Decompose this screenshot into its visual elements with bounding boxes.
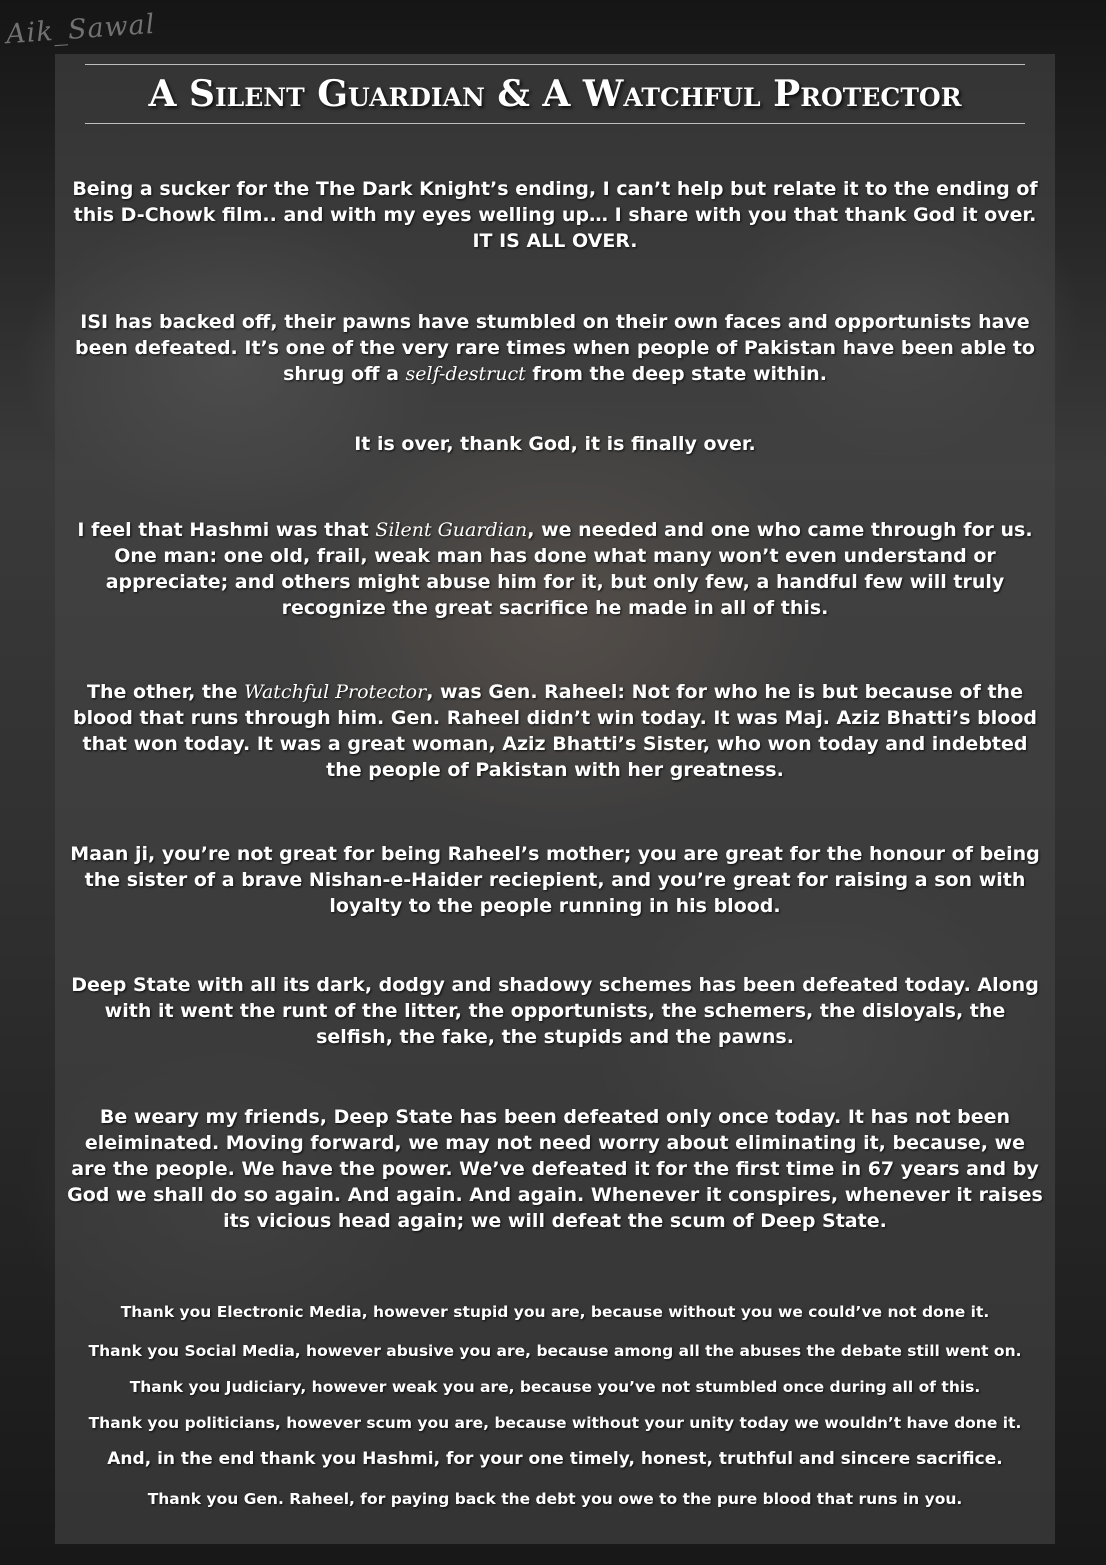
article-panel [55,54,1055,1544]
paragraph-text: I feel that Hashmi was that [77,519,376,541]
thanks-line: Thank you Gen. Raheel, for paying back the debt you owe to the pure blood that runs in you. [147,1490,963,1508]
title-banner [85,64,1025,124]
thanks-line: Thank you Judiciary, however weak you are, because you’ve not stumbled once during all of this. [129,1378,981,1396]
page-title: A Silent Guardian & A Watchful Protector [148,73,962,115]
paragraph-isi-backed-off [65,309,1045,387]
paragraph-maan-ji: Maan ji, you’re not great for being Raheel’s mother; you are great for the honour of being the sister of a brave Nishan-e-Haider reciepient, and you’re great for raising a son with loyalty to the people running in his blood. [70,843,1040,917]
paragraph-text: The other, the [87,681,245,703]
paragraph-text: ISI has backed off, their pawns have stumbled on their own faces and opportunists have been defeated. It’s one of the very rare times when people of Pakistan have been able to shrug off a [75,311,1035,385]
thanks-line: Thank you politicians, however scum you are, because without your unity today we wouldn’t have done it. [88,1414,1022,1432]
paragraph-deep-state-defeated: Deep State with all its dark, dodgy and shadowy schemes has been defeated today. Along with it went the runt of the litter, the opportunists, the schemers, the disloyals, the selfish, the fake, the stupids and the pawns. [71,974,1039,1048]
paragraph-be-weary: Be weary my friends, Deep State has been defeated only once today. It has not been eleiminated. Moving forward, we may not need worry about eliminating it, because, we are the people. We have the power. We’ve defeated it for the first time in 67 years and by God we shall do so again. And again. And again. Whenever it conspires, whenever it raises its vicious head again; we will defeat the scum of Deep State. [67,1106,1043,1232]
thanks-line: And, in the end thank you Hashmi, for your one timely, honest, truthful and sincere sacrifice. [107,1449,1003,1469]
thanks-line: Thank you Social Media, however abusive you are, because among all the abuses the debate still went on. [88,1342,1022,1360]
watermark-signature: Aik_Sawal [5,8,157,51]
paragraph-dark-knight: Being a sucker for the The Dark Knight’s ending, I can’t help but relate it to the ending of this D-Chowk film.. and with my eyes welling up… I share with you that thank God it over. IT IS ALL OVER. [72,178,1038,252]
emphasis-watchful-protector: Watchful Protector [244,681,427,703]
paragraph-watchful-protector [65,679,1045,783]
paragraph-text: from the deep state within. [525,363,827,385]
paragraph-text: , was Gen. Raheel: Not for who he is but because of the blood that runs through him. Gen. Raheel didn’t win today. It was Maj. Aziz Bhatti’s blood that won today. It was a great woman, Aziz Bhatti’s Sister, who won today and indebted the people of Pakistan with her greatness. [73,681,1037,781]
paragraph-silent-guardian [65,517,1045,621]
emphasis-self-destruct: self-destruct [405,363,526,385]
emphasis-silent-guardian: Silent Guardian [375,519,528,541]
paragraph-text: , we needed and one who came through for us. One man: one old, frail, weak man has done what many won’t even understand or appreciate; and others might abuse him for it, but only few, a handful few will truly recognize the great sacrifice he made in all of this. [105,519,1033,619]
paragraph-it-is-over: It is over, thank God, it is finally over. [354,433,756,455]
thanks-line: Thank you Electronic Media, however stupid you are, because without you we could’ve not done it. [120,1303,990,1321]
